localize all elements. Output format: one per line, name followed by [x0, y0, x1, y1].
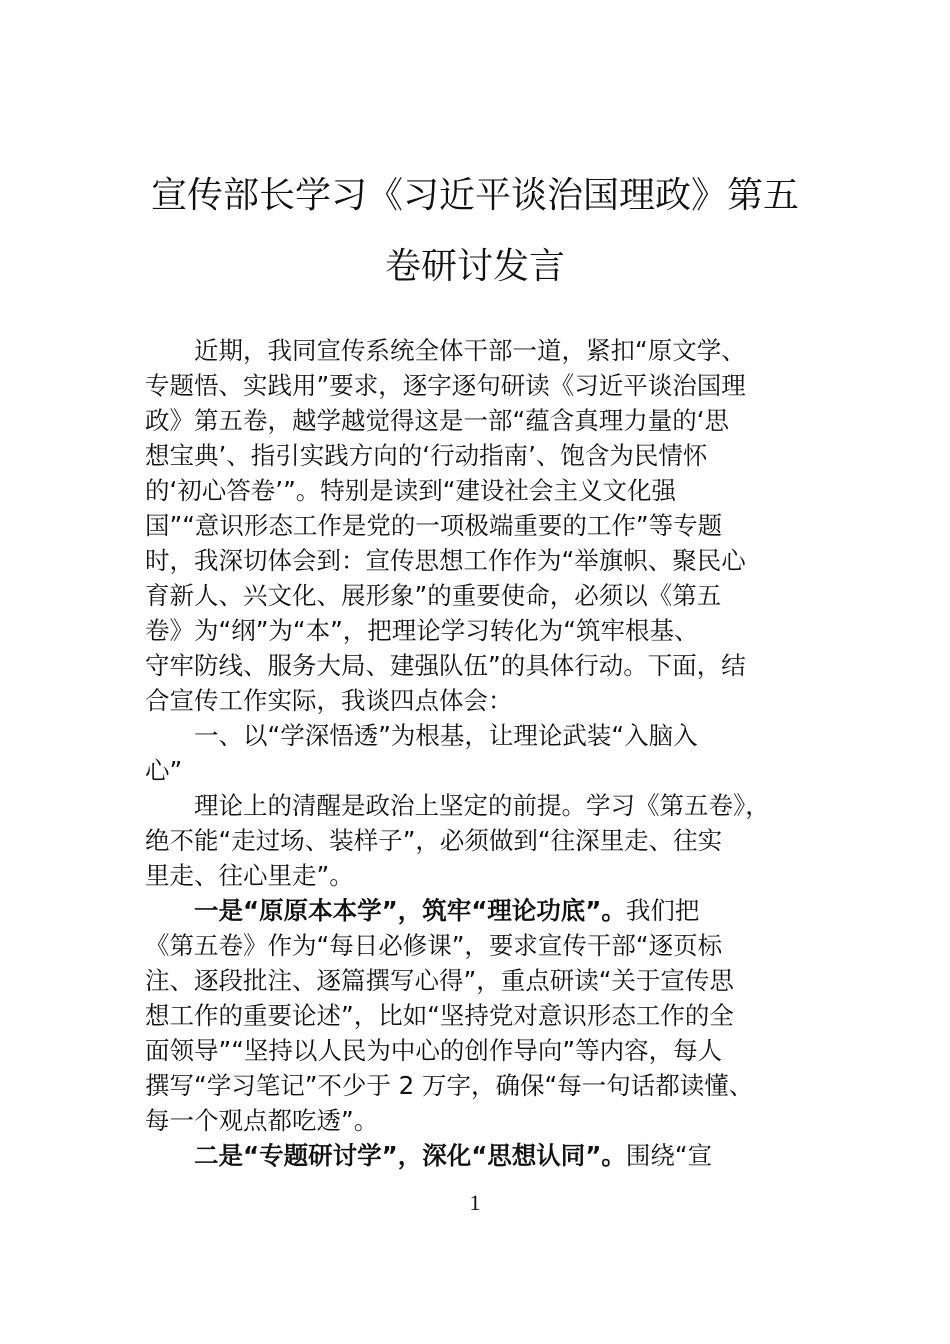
point-2-bold: 二是“专题研讨学”，深化“思想认同”。	[194, 1141, 626, 1170]
body-line: 的‘初心答卷’”。特别是读到“建设社会主义文化强	[145, 476, 676, 505]
point-2-rest: 围绕“宣	[625, 1141, 713, 1170]
body-line: 每一个观点都吃透”。	[145, 1106, 379, 1135]
body-line: 守牢防线、服务大局、建强队伍”的具体行动。下面，结	[145, 651, 746, 680]
page-number: 1	[469, 1190, 481, 1215]
body-line: 政》第五卷，越学越觉得这是一部“蕴含真理力量的‘思	[145, 406, 729, 435]
body-line: 理论上的清醒是政治上坚定的前提。学习《第五卷》，	[194, 791, 770, 820]
body-line: 注、逐段批注、逐篇撰写心得”，重点研读“关于宣传思	[145, 966, 734, 995]
body-line: 想宝典’、指引实践方向的‘行动指南’、饱含为民情怀	[145, 441, 708, 470]
point-1-bold: 一是“原原本本学”，筑牢“理论功底”。	[194, 896, 626, 925]
body-line: 近期，我同宣传系统全体干部一道，紧扣“原文学、	[194, 336, 746, 365]
body-line: 撰写“学习笔记”不少于 2 万字，确保“每一句话都读懂、	[145, 1071, 754, 1100]
point-1-rest: 我们把	[625, 896, 700, 925]
body-line: 想工作的重要论述”，比如“坚持党对意识形态工作的全	[145, 1001, 734, 1030]
body-line: 合宣传工作实际，我谈四点体会：	[145, 686, 513, 715]
body-line: 专题悟、实践用”要求，逐字逐句研读《习近平谈治国理	[145, 371, 746, 400]
section-heading-1: 一、以“学深悟透”为根基，让理论武装“入脑入	[194, 721, 698, 750]
body-line: 卷》为“纲”为“本”，把理论学习转化为“筑牢根基、	[145, 616, 699, 645]
body-line: 面领导”“坚持以人民为中心的创作导向”等内容，每人	[145, 1036, 723, 1065]
section-heading-1-cont: 心”	[145, 756, 183, 785]
body-line: 绝不能“走过场、装样子”，必须做到“往深里走、往实	[145, 826, 723, 855]
document-title-line-1: 宣传部长学习《习近平谈治国理政》第五	[150, 175, 799, 216]
body-line: 《第五卷》作为“每日必修课”，要求宣传干部“逐页标	[145, 931, 723, 960]
document-body	[145, 333, 810, 1173]
point-2-line	[145, 1138, 810, 1173]
body-line: 里走、往心里走”。	[145, 861, 354, 890]
body-line: 育新人、兴文化、展形象”的重要使命，必须以《第五	[145, 581, 722, 610]
body-line: 国”“意识形态工作是党的一项极端重要的工作”等专题	[145, 511, 723, 540]
point-1-line	[145, 893, 810, 928]
document-title-line-2: 卷研讨发言	[384, 246, 565, 287]
body-line: 时，我深切体会到：宣传思想工作作为“举旗帜、聚民心	[145, 546, 746, 575]
